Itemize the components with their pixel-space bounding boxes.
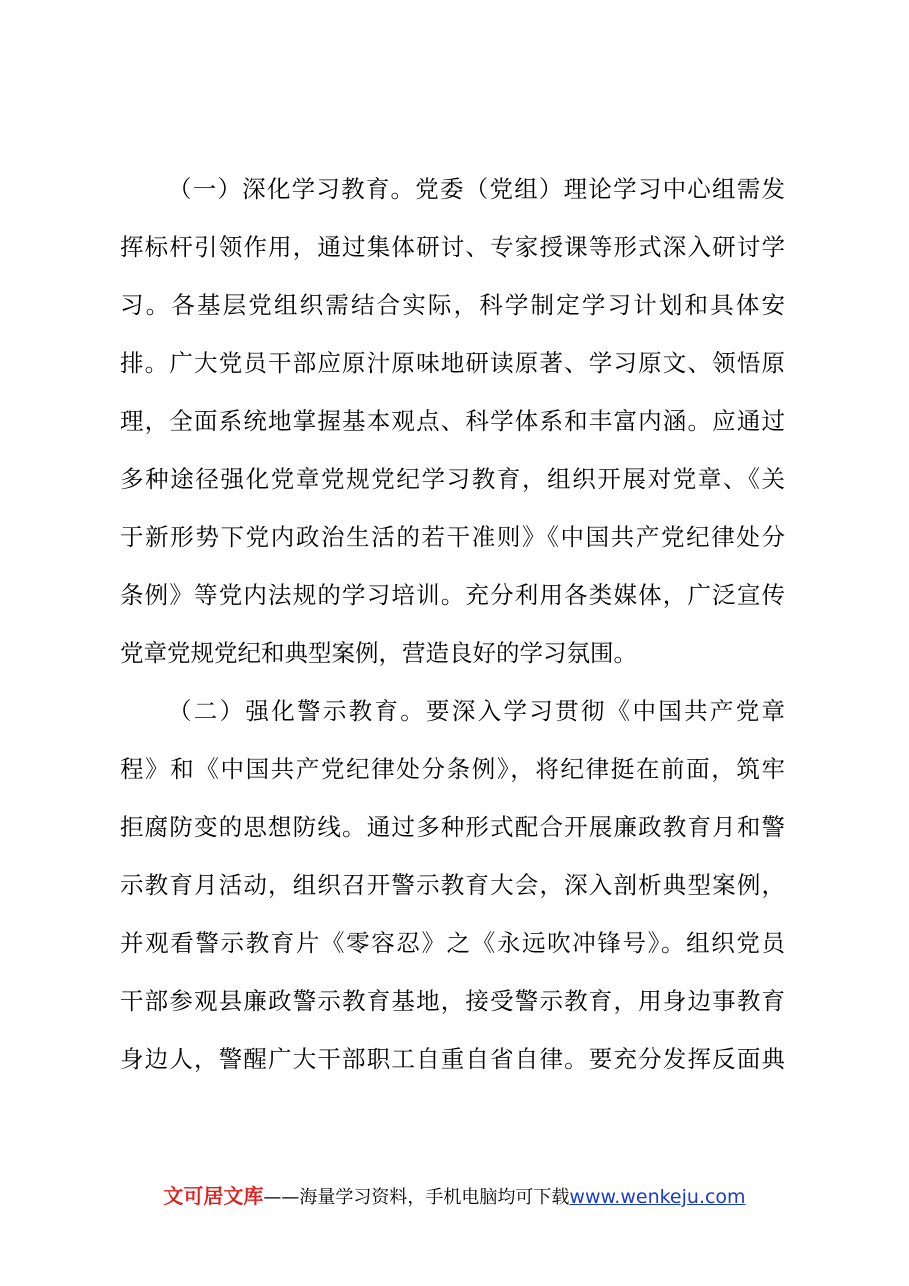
paragraph-1-line-9: 党章党规党纪和典型案例，营造良好的学习氛围。 xyxy=(120,639,637,667)
paragraph-1-line-3: 习。各基层党组织需结合实际，科学制定学习计划和具体安 xyxy=(120,291,785,319)
paragraph-1-line-4: 排。广大党员干部应原汁原味地研读原著、学习原文、领悟原 xyxy=(120,349,785,377)
paragraph-1-line-2: 挥标杆引领作用，通过集体研讨、专家授课等形式深入研讨学 xyxy=(120,233,785,261)
footer-brand: 文可居文库 xyxy=(163,1184,264,1208)
paragraph-1-line-7: 于新形势下党内政治生活的若干准则》《中国共产党纪律处分 xyxy=(120,523,785,551)
paragraph-2-line-4: 示教育月活动，组织召开警示教育大会，深入剖析典型案例， xyxy=(120,871,785,899)
paragraph-1-line-5: 理，全面系统地掌握基本观点、科学体系和丰富内涵。应通过 xyxy=(120,407,785,435)
document-body xyxy=(120,160,785,1088)
paragraph-1-line-6: 多种途径强化党章党规党纪学习教育，组织开展对党章、《关 xyxy=(120,465,785,493)
paragraph-1-line-8: 条例》等党内法规的学习培训。充分利用各类媒体，广泛宣传 xyxy=(120,581,785,609)
paragraph-2-line-5: 并观看警示教育片《零容忍》之《永远吹冲锋号》。组织党员 xyxy=(120,929,785,957)
footer-banner xyxy=(0,1182,909,1212)
footer-url-link[interactable]: www.wenkeju.com xyxy=(569,1186,746,1208)
paragraph-2-line-6: 干部参观县廉政警示教育基地，接受警示教育，用身边事教育 xyxy=(120,987,785,1015)
paragraph-2-line-3: 拒腐防变的思想防线。通过多种形式配合开展廉政教育月和警 xyxy=(120,813,785,841)
paragraph-2-line-1: （二）强化警示教育。要深入学习贯彻《中国共产党章 xyxy=(168,697,785,725)
paragraph-2-line-2: 程》和《中国共产党纪律处分条例》，将纪律挺在前面，筑牢 xyxy=(120,755,785,783)
paragraph-2-line-7: 身边人，警醒广大干部职工自重自省自律。要充分发挥反面典 xyxy=(120,1045,785,1073)
paragraph-1-line-1: （一）深化学习教育。党委（党组）理论学习中心组需发 xyxy=(168,175,785,203)
footer-tagline: ——海量学习资料，手机电脑均可下载 xyxy=(263,1187,570,1208)
